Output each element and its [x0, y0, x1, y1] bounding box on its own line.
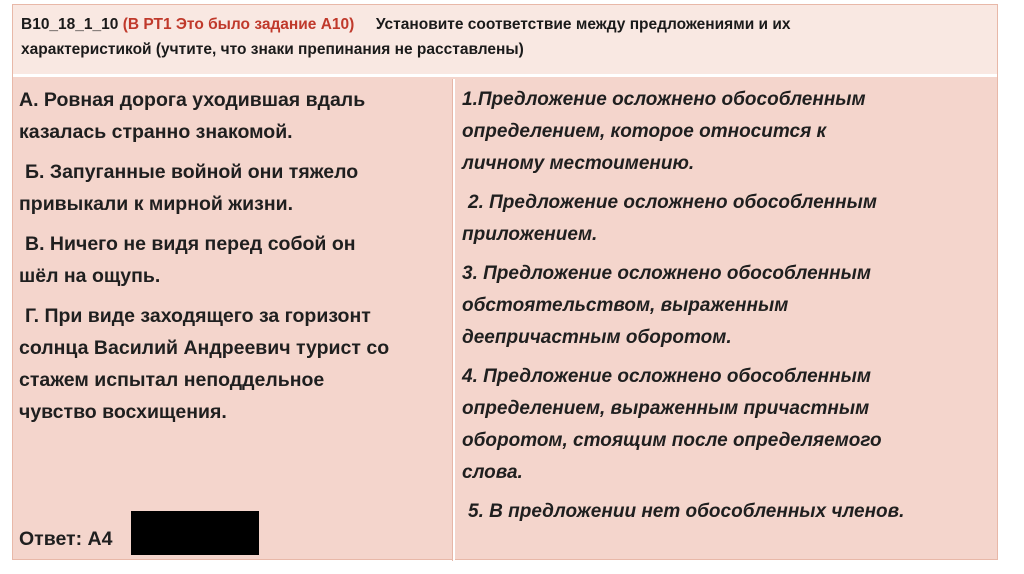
characteristic-4: 4. Предложение осложнено обособленным определением, выраженным причастным оборотом, стоящим после определяемого слова.: [462, 366, 882, 483]
sentence-g: Г. При виде заходящего за горизонт солнца Василий Андреевич турист со стажем испытал неподдельное чувство восхищения.: [19, 305, 390, 423]
task-note: (В РТ1 Это было задание А10): [122, 16, 355, 33]
sentence-a: А. Ровная дорога уходившая вдаль казалась странно знакомой.: [19, 89, 366, 143]
instruction-line-2: характеристикой (учтите, что знаки препинания не расставлены): [21, 41, 524, 58]
sentence-v: В. Ничего не видя перед собой он шёл на ощупь.: [19, 233, 356, 287]
characteristic-5: 5. В предложении нет обособленных членов.: [468, 501, 905, 522]
task-code: B10_18_1_10: [21, 16, 119, 33]
answer-redaction: [131, 511, 259, 555]
task-header: [13, 5, 997, 77]
header-line-1: [21, 12, 989, 37]
characteristic-2: 2. Предложение осложнено обособленным приложением.: [462, 192, 877, 245]
sentences-column: [13, 79, 453, 561]
characteristic-1: 1.Предложение осложнено обособленным определением, которое относится к личному местоимению.: [462, 89, 866, 174]
characteristics-column: [453, 79, 999, 561]
characteristic-3: 3. Предложение осложнено обособленным обстоятельством, выраженным деепричастным оборотом.: [462, 263, 871, 348]
slide: [12, 4, 998, 560]
answer-label: Ответ: А4: [19, 528, 113, 550]
sentence-b: Б. Запуганные войной они тяжело привыкали к мирной жизни.: [19, 161, 359, 215]
instruction-line-1: Установите соответствие между предложениями и их: [375, 16, 791, 33]
